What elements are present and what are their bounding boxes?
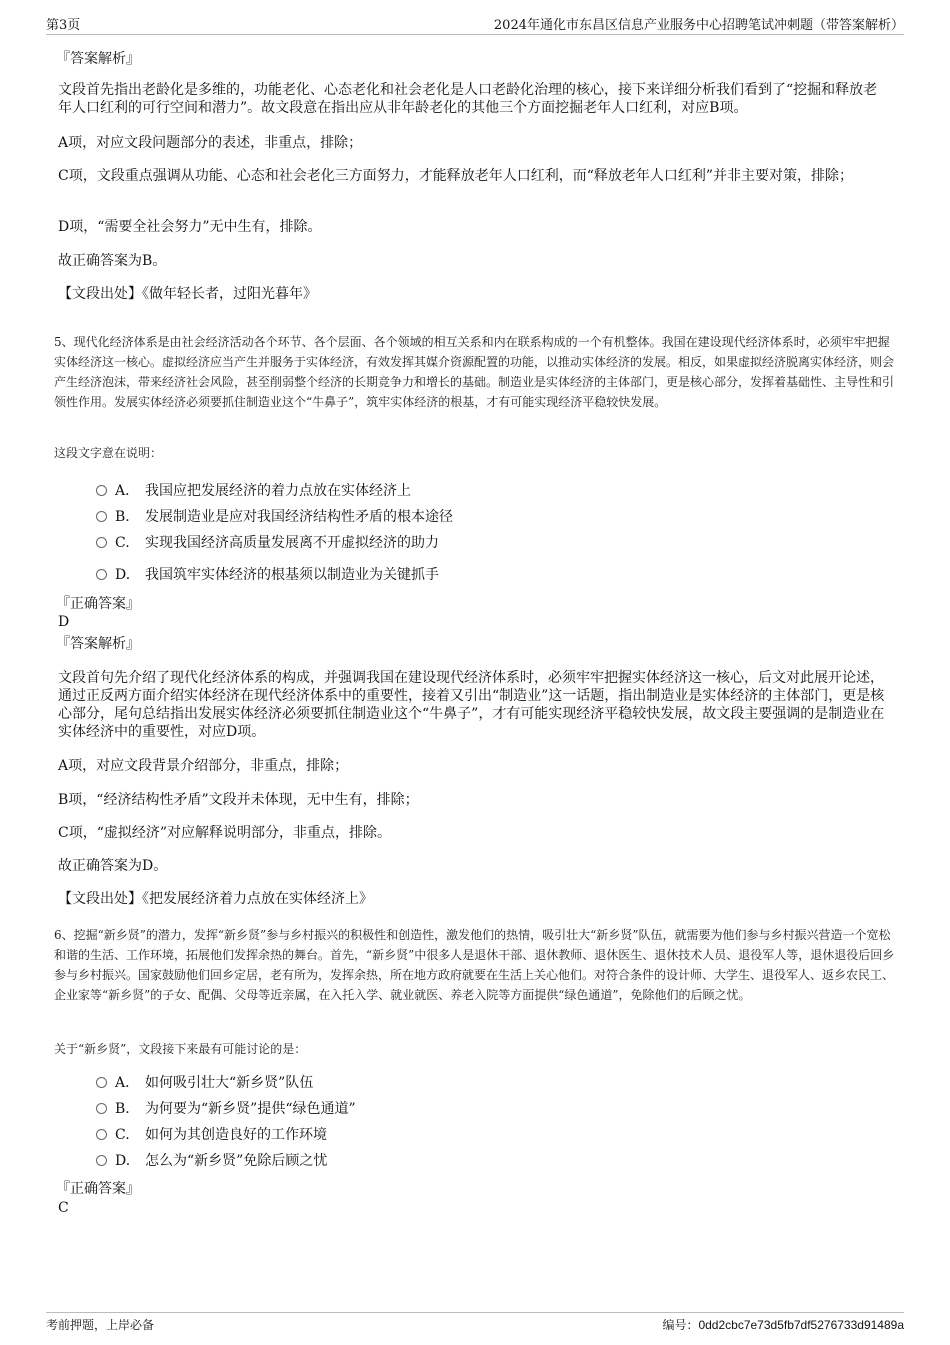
q5-analysis: 文段首句先介绍了现代化经济体系的构成，并强调我国在建设现代经济体系时，必须牢牢把握实体经济这一核心，后文对此展开论述，通过正反两方面介绍实体经济在现代经济体系中的重要性，接着又引出“制造业”这一话题，指出制造业是实体经济的主体部门，更是核心部分，尾句总结指出发展实体经济必须要抓住制造业这个“牛鼻子”，才有可能实现经济平稳较快发展，故文段主要强调的是制造业在实体经济中的重要性，对应D项。 [58, 670, 885, 740]
q6-stem: 6、挖掘“新乡贤”的潜力，发挥“新乡贤”参与乡村振兴的积极性和创造性，激发他们的热情，吸引壮大“新乡贤”队伍，就需要为他们参与乡村振兴营造一个宽松和谐的生活、工作环境，拓展他们发挥余热的舞台。首先，“新乡贤”中很多人是退休干部、退休教师、退休医生、退休技术人员、退役军人等，退休退役后回乡参与乡村振兴。国家鼓励他们回乡定居，老有所为，发挥余热，所在地方政府就要在生活上关心他们。对符合条件的设计师、大学生、退役军人、返乡农民工、企业家等“新乡贤”的子女、配偶、父母等近亲属，在入托入学、就业就医、养老入院等方面提供“绿色通道”，免除他们的后顾之忧。 [54, 928, 895, 1002]
q4-option-d-note: D项，“需要全社会努力”无中生有，排除。 [58, 219, 322, 235]
radio-icon[interactable] [96, 569, 107, 580]
q5-answer: D [58, 614, 70, 630]
q5-question: 这段文字意在说明： [54, 446, 163, 460]
radio-icon[interactable] [96, 485, 107, 496]
q5-option-a-note: A项，对应文段背景介绍部分，非重点，排除； [58, 758, 349, 774]
q4-source: 【文段出处】《做年轻长者，过阳光暮年》 [58, 286, 317, 302]
radio-icon[interactable] [96, 1155, 107, 1166]
radio-icon[interactable] [96, 1077, 107, 1088]
q6-answer-label: 『正确答案』 [56, 1181, 140, 1197]
q5-stem: 5、现代化经济体系是由社会经济活动各个环节、各个层面、各个领域的相互关系和内在联系构成的一个有机整体。我国在建设现代经济体系时，必须牢牢把握实体经济这一核心。虚拟经济应当产生并服务于实体经济，有效发挥其媒介资源配置的功能，以推动实体经济的发展。相反，如果虚拟经济脱离实体经济，则会产生经济泡沫，带来经济社会风险，甚至削弱整个经济的长期竞争力和增长的基础。制造业是实体经济的主体部门，更是核心部分，发挥着基础性、主导性和引领性作用。发展实体经济必须要抓住制造业这个“牛鼻子”，筑牢实体经济的根基，才有可能实现经济平稳较快发展。 [54, 335, 895, 409]
q5-option-c[interactable]: C. 实现我国经济高质量发展离不开虚拟经济的助力 [96, 533, 439, 553]
document-title: 2024年通化市东昌区信息产业服务中心招聘笔试冲刺题（带答案解析） [493, 18, 904, 33]
q4-option-c-note: C项，文段重点强调从功能、心态和社会老化三方面努力，才能释放老年人口红利，而“释放老年人口红利”并非主要对策，排除； [58, 168, 854, 184]
radio-icon[interactable] [96, 1103, 107, 1114]
footer-slogan: 考前押题，上岸必备 [46, 1318, 155, 1332]
q6-answer: C [58, 1200, 69, 1216]
q5-option-c-note: C项，“虚拟经济”对应解释说明部分，非重点，排除。 [58, 825, 392, 841]
q6-option-a[interactable]: A． 如何吸引壮大“新乡贤”队伍 [96, 1073, 313, 1093]
q5-option-b-note: B项，“经济结构性矛盾”文段并未体现，无中生有，排除； [58, 792, 419, 808]
q5-option-d[interactable]: D. 我国筑牢实体经济的根基须以制造业为关键抓手 [96, 565, 439, 585]
page-footer [46, 1312, 904, 1336]
q5-answer-label: 『正确答案』 [56, 596, 140, 612]
q6-option-d[interactable]: D. 怎么为“新乡贤”免除后顾之忧 [96, 1151, 327, 1171]
q5-option-b[interactable]: B. 发展制造业是应对我国经济结构性矛盾的根本途径 [96, 507, 453, 527]
q5-option-a[interactable]: A． 我国应把发展经济的着力点放在实体经济上 [96, 481, 411, 501]
q6-option-b[interactable]: B. 为何要为“新乡贤”提供“绿色通道” [96, 1099, 356, 1119]
radio-icon[interactable] [96, 1129, 107, 1140]
q4-option-a-note: A项，对应文段问题部分的表述，非重点，排除； [58, 135, 363, 151]
page-header [46, 14, 904, 35]
radio-icon[interactable] [96, 511, 107, 522]
q5-source: 【文段出处】《把发展经济着力点放在实体经济上》 [58, 891, 373, 907]
q6-question: 关于“新乡贤”，文段接下来最有可能讨论的是： [54, 1042, 307, 1056]
radio-icon[interactable] [96, 537, 107, 548]
q6-option-c[interactable]: C. 如何为其创造良好的工作环境 [96, 1125, 327, 1145]
q4-analysis-label: 『答案解析』 [56, 51, 140, 67]
q5-analysis-label: 『答案解析』 [56, 636, 140, 652]
q4-analysis: 文段首先指出老龄化是多维的，功能老化、心态老化和社会老化是人口老龄化治理的核心，接下来详细分析我们看到了“挖掘和释放老年人口红利的可行空间和潜力”。故文段意在指出应从非年龄老化的其他三个方面挖掘老年人口红利，对应B项。 [58, 82, 878, 116]
q4-conclusion: 故正确答案为B。 [58, 253, 167, 269]
q5-conclusion: 故正确答案为D。 [58, 858, 168, 874]
page-number: 第3页 [46, 18, 81, 33]
document-code: 编号：0dd2cbc7e73d5fb7df5276733d91489a [662, 1318, 904, 1332]
